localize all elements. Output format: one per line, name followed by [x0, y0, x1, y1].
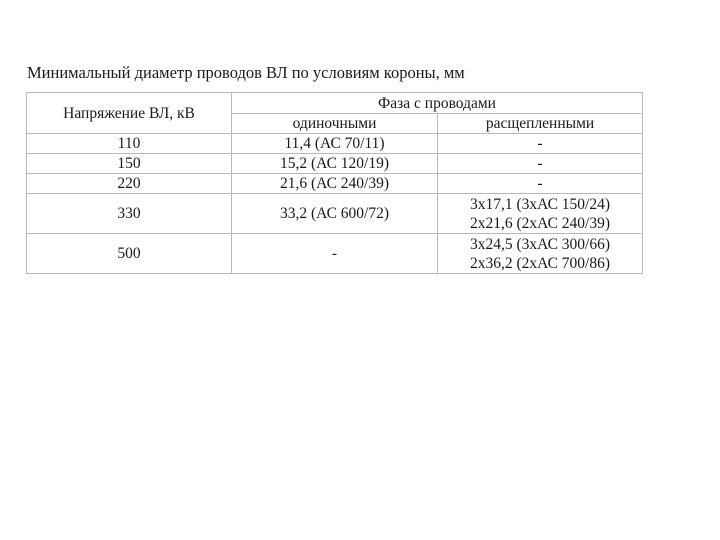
corona-diameter-table	[26, 92, 643, 274]
header-split: расщепленными	[438, 114, 643, 134]
cell-single: 15,2 (АС 120/19)	[232, 154, 438, 174]
cell-split	[438, 194, 643, 234]
table-row	[27, 174, 643, 194]
cell-split-line: 2х36,2 (2хАС 700/86)	[470, 254, 611, 272]
cell-split-line: 3х24,5 (3хАС 300/66)	[470, 235, 611, 253]
cell-split: -	[438, 174, 643, 194]
cell-split-line: 3х17,1 (3хАС 150/24)	[470, 195, 611, 213]
cell-voltage: 150	[27, 154, 232, 174]
header-phase: Фаза с проводами	[232, 93, 643, 114]
table-row	[27, 134, 643, 154]
cell-single: 33,2 (АС 600/72)	[232, 194, 438, 234]
header-voltage: Напряжение ВЛ, кВ	[27, 93, 232, 134]
cell-single: -	[232, 234, 438, 274]
cell-split	[438, 234, 643, 274]
cell-single: 21,6 (АС 240/39)	[232, 174, 438, 194]
cell-voltage: 110	[27, 134, 232, 154]
header-single: одиночными	[232, 114, 438, 134]
cell-split: -	[438, 134, 643, 154]
table-row	[27, 234, 643, 274]
cell-single: 11,4 (АС 70/11)	[232, 134, 438, 154]
cell-split: -	[438, 154, 643, 174]
cell-voltage: 220	[27, 174, 232, 194]
table-row	[27, 154, 643, 174]
cell-voltage: 500	[27, 234, 232, 274]
cell-voltage: 330	[27, 194, 232, 234]
header-row	[27, 93, 643, 114]
table-caption: Минимальный диаметр проводов ВЛ по условиям короны, мм	[27, 63, 465, 82]
cell-split-line: 2х21,6 (2хАС 240/39)	[470, 214, 611, 232]
table-row	[27, 194, 643, 234]
